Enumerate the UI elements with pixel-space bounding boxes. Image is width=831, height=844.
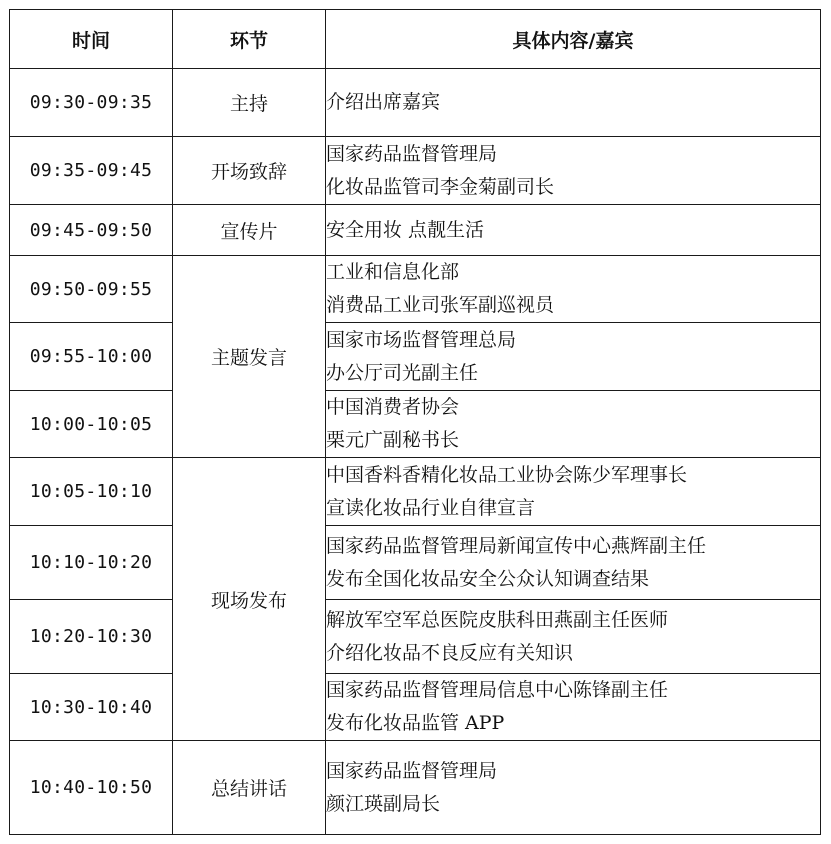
content-line: 解放军空军总医院皮肤科田燕副主任医师 xyxy=(326,608,669,631)
content-cell xyxy=(326,391,821,458)
content-line: 中国消费者协会 xyxy=(326,396,460,418)
content-cell xyxy=(326,256,821,323)
header-row xyxy=(10,10,821,69)
time-cell: 10:00-10:05 xyxy=(10,391,173,458)
time-cell: 10:40-10:50 xyxy=(10,741,173,835)
content-line: 国家药品监督管理局新闻宣传中心燕辉副主任 xyxy=(326,534,707,557)
content-line: 宣读化妆品行业自律宣言 xyxy=(326,496,536,519)
content-cell xyxy=(326,205,821,256)
table-row xyxy=(10,323,821,391)
table-row xyxy=(10,526,821,600)
content-line: 发布化妆品监管 APP xyxy=(326,712,505,734)
content-line: 国家药品监督管理局 xyxy=(326,759,498,782)
table-row xyxy=(10,600,821,674)
time-cell: 09:50-09:55 xyxy=(10,256,173,323)
content-cell xyxy=(326,600,821,674)
time-cell: 10:05-10:10 xyxy=(10,458,173,526)
time-cell: 09:55-10:00 xyxy=(10,323,173,391)
schedule-table xyxy=(9,9,821,835)
content-line: 国家药品监督管理局 xyxy=(326,142,498,165)
content-cell xyxy=(326,674,821,741)
table-row xyxy=(10,137,821,205)
content-line: 国家市场监督管理总局 xyxy=(326,328,517,351)
content-line: 工业和信息化部 xyxy=(326,261,460,283)
content-line: 化妆品监管司李金菊副司长 xyxy=(326,175,555,198)
table-row xyxy=(10,391,821,458)
table-row xyxy=(10,256,821,323)
content-cell xyxy=(326,526,821,600)
content-cell xyxy=(326,323,821,391)
content-cell xyxy=(326,137,821,205)
header-segment: 环节 xyxy=(173,10,326,69)
content-line: 介绍化妆品不良反应有关知识 xyxy=(326,641,574,664)
table-row xyxy=(10,205,821,256)
table-row xyxy=(10,69,821,137)
content-line: 发布全国化妆品安全公众认知调查结果 xyxy=(326,567,650,590)
content-cell xyxy=(326,69,821,137)
content-line: 中国香料香精化妆品工业协会陈少军理事长 xyxy=(326,463,688,486)
table-row xyxy=(10,741,821,835)
header-content: 具体内容/嘉宾 xyxy=(326,10,821,69)
content-cell xyxy=(326,741,821,835)
time-cell: 10:10-10:20 xyxy=(10,526,173,600)
time-cell: 09:30-09:35 xyxy=(10,69,173,137)
content-line: 办公厅司光副主任 xyxy=(326,361,479,384)
content-line: 颜江瑛副局长 xyxy=(326,792,441,815)
table-row xyxy=(10,674,821,741)
segment-cell: 总结讲话 xyxy=(173,741,326,835)
time-cell: 10:20-10:30 xyxy=(10,600,173,674)
content-line: 栗元广副秘书长 xyxy=(326,429,460,451)
time-cell: 10:30-10:40 xyxy=(10,674,173,741)
header-time: 时间 xyxy=(10,10,173,69)
content-line: 安全用妆 点靓生活 xyxy=(326,218,485,241)
content-line: 国家药品监督管理局信息中心陈锋副主任 xyxy=(326,679,669,701)
segment-cell: 主持 xyxy=(173,69,326,137)
segment-cell: 主题发言 xyxy=(173,256,326,458)
segment-cell: 宣传片 xyxy=(173,205,326,256)
content-cell xyxy=(326,458,821,526)
time-cell: 09:35-09:45 xyxy=(10,137,173,205)
time-cell: 09:45-09:50 xyxy=(10,205,173,256)
content-line: 消费品工业司张军副巡视员 xyxy=(326,294,555,316)
segment-cell: 现场发布 xyxy=(173,458,326,741)
table-row xyxy=(10,458,821,526)
content-line: 介绍出席嘉宾 xyxy=(326,91,441,113)
segment-cell: 开场致辞 xyxy=(173,137,326,205)
